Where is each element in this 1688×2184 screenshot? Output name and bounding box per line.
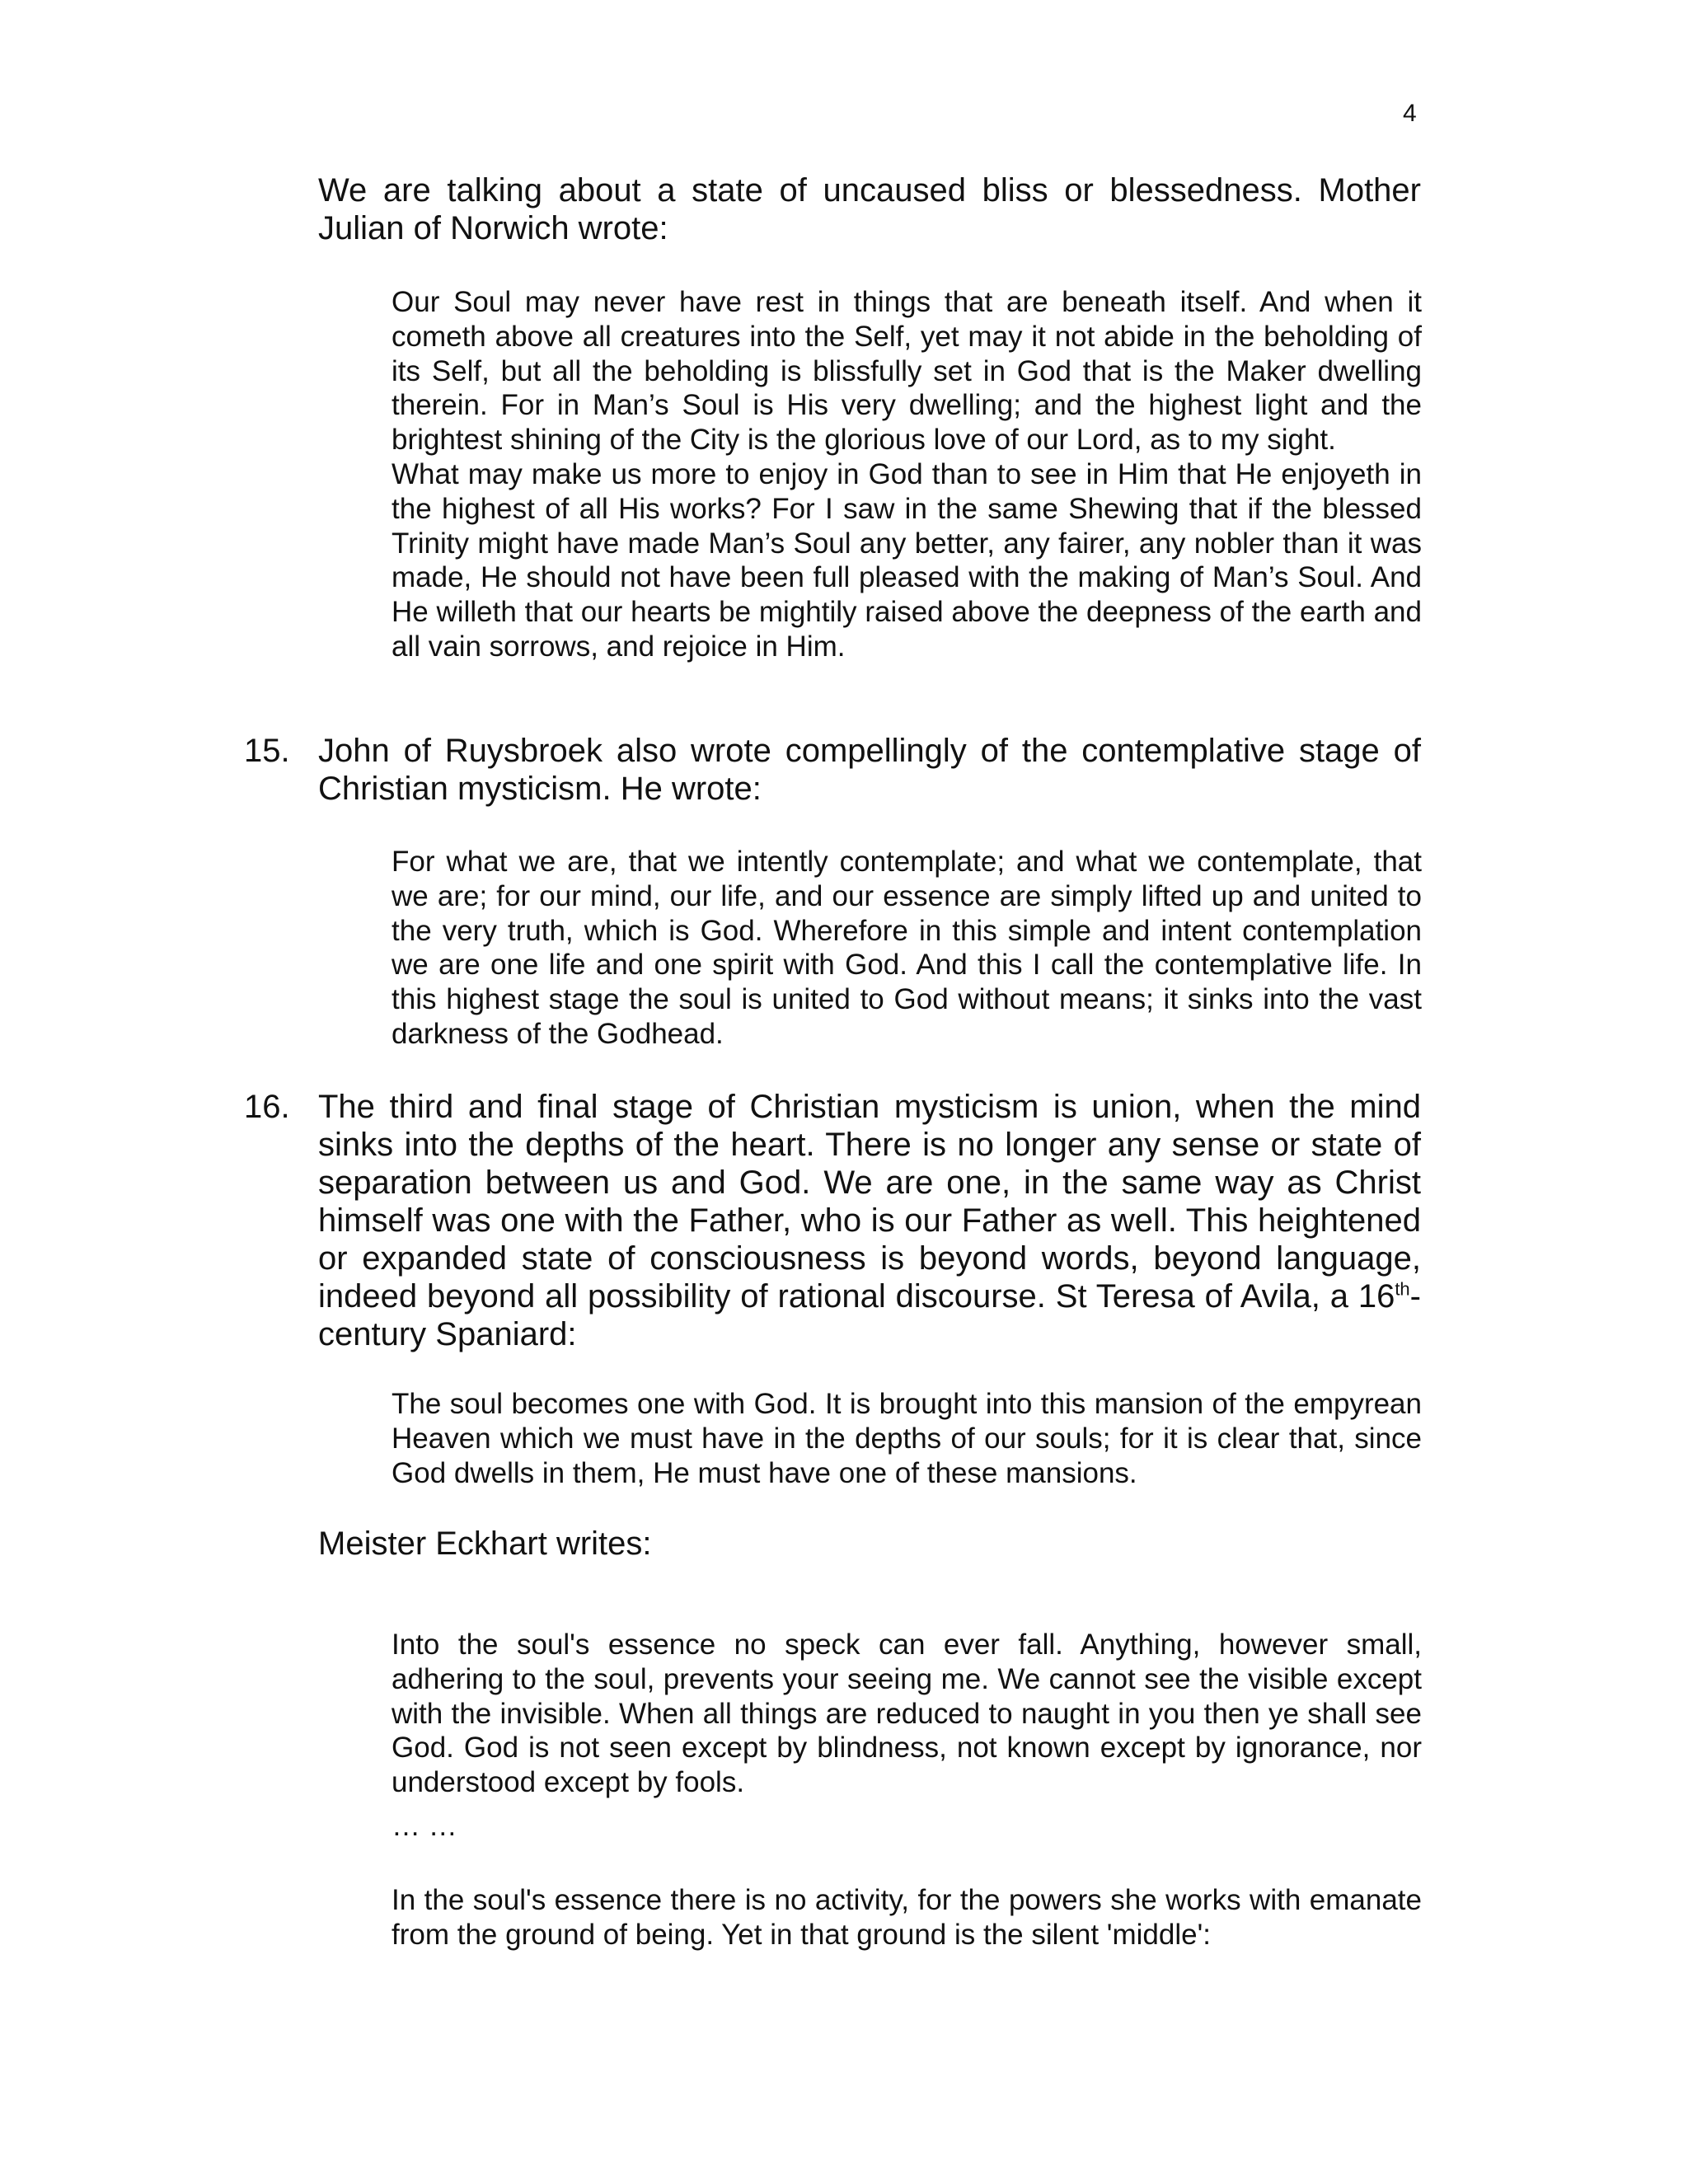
quote-eckhart-paragraph-1: Into the soul's essence no speck can ever fall. Anything, however small, adhering to the soul, prevents your seeing me. We cannot see the visible except with the invisible. When all things are reduced to naught in you then ye shall see God. God is not seen except by blindness, not known except by ignorance, nor understood except by fools.: [392, 1629, 1422, 1799]
ordinal-superscript: th: [1395, 1278, 1410, 1300]
intro-paragraph: We are talking about a state of uncaused bliss or blessedness. Mother Julian of Norwich wrote:: [318, 172, 1421, 246]
quote-teresa-of-avila: The soul becomes one with God. It is brought into this mansion of the empyrean Heaven which we must have in the depths of our souls; for it is clear that, since God dwells in them, He must have one of these mansions.: [392, 1388, 1422, 1489]
quote-julian-paragraph-2: What may make us more to enjoy in God than to see in Him that He enjoyeth in the highest of all His works? For I saw in the same Shewing that if the blessed Trinity might have made Man’s Soul any better, any fairer, any nobler than it was made, He should not have been full pleased with the making of Man’s Soul. And He willeth that our hearts be mightily raised above the deepness of the earth and all vain sorrows, and rejoice in Him.: [392, 457, 1422, 663]
item-text-tail: -century Spaniard:: [318, 1278, 1421, 1352]
quote-julian-of-norwich: [392, 285, 1422, 664]
item-text: [318, 1088, 1421, 1353]
item-number: 16.: [244, 1089, 290, 1125]
item-text-main: The third and final stage of Christian mysticism is union, when the mind sinks into the depths of the heart. There is no longer any sense or state of separation between us and God. We are one, in the same way as Christ himself was one with the Father, who is our Father as well. This heightened or expanded state of consciousness is beyond words, beyond language, indeed beyond all possibility of rational discourse. St Teresa of Avila, a 16: [318, 1089, 1421, 1315]
eckhart-intro: Meister Eckhart writes:: [318, 1526, 652, 1562]
quote-eckhart-ellipsis: … …: [392, 1810, 457, 1842]
item-text: John of Ruysbroek also wrote compellingly of the contemplative stage of Christian mysticism. He wrote:: [318, 733, 1421, 807]
quote-ruysbroek: For what we are, that we intently contemplate; and what we contemplate, that we are; for our mind, our life, and our essence are simply lifted up and united to the very truth, which is God. Wherefore in this simple and intent contemplation we are one life and one spirit with God. And this I call the contemplative life. In this highest stage the soul is united to God without means; it sinks into the vast darkness of the Godhead.: [392, 846, 1422, 1050]
page-number: 4: [1403, 100, 1417, 127]
quote-eckhart-paragraph-2: In the soul's essence there is no activity, for the powers she works with emanate from the ground of being. Yet in that ground is the silent 'middle':: [392, 1884, 1422, 1951]
quote-julian-paragraph-1: Our Soul may never have rest in things that are beneath itself. And when it cometh above all creatures into the Self, yet may it not abide in the beholding of its Self, but all the beholding is blissfully set in God that is the Maker dwelling therein. For in Man’s Soul is His very dwelling; and the highest light and the brightest shining of the City is the glorious love of our Lord, as to my sight.: [392, 286, 1422, 457]
item-number: 15.: [244, 733, 290, 769]
